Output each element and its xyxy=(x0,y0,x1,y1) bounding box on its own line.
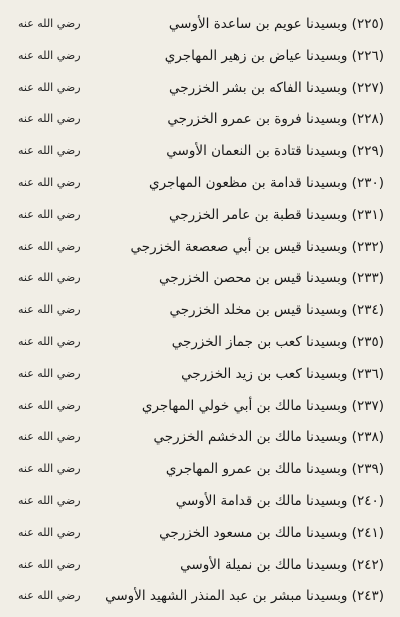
blessing-text: رضي الله عنه xyxy=(18,17,81,30)
list-item xyxy=(18,10,384,42)
blessing-text: رضي الله عنه xyxy=(18,366,81,380)
blessing-text: رضي الله عنه xyxy=(18,430,81,444)
list-item xyxy=(18,42,384,74)
list-item xyxy=(18,201,384,233)
list-item xyxy=(18,360,384,392)
entry-text: (٢٣٠) وبسيدنا قدامة بن مظعون المهاجري xyxy=(149,174,384,191)
blessing-text: رضي الله عنه xyxy=(18,334,81,348)
list-item xyxy=(18,582,384,614)
list-item xyxy=(18,264,384,296)
blessing-text: رضي الله عنه xyxy=(18,525,81,539)
entry-text: (٢٣١) وبسيدنا قطبة بن عامر الخزرجي xyxy=(169,206,384,223)
list-item xyxy=(18,74,384,106)
entry-text: (٢٣٩) وبسيدنا مالك بن عمرو المهاجري xyxy=(165,461,384,478)
list-item xyxy=(18,169,384,201)
list-item xyxy=(18,137,384,169)
list-item xyxy=(18,105,384,137)
entry-text: (٢٣٣) وبسيدنا قيس بن محصن الخزرجي xyxy=(159,270,384,287)
entry-text: (٢٢٧) وبسيدنا الفاكه بن بشر الخزرجي xyxy=(168,79,384,96)
entry-text: (٢٢٩) وبسيدنا قتادة بن النعمان الأوسي xyxy=(166,143,384,160)
entry-text: (٢٢٥) وبسيدنا عويم بن ساعدة الأوسي xyxy=(168,16,384,32)
list-item xyxy=(18,233,384,265)
entry-text: (٢٢٦) وبسيدنا عياض بن زهير المهاجري xyxy=(164,47,384,64)
blessing-text: رضي الله عنه xyxy=(18,589,81,603)
blessing-text: رضي الله عنه xyxy=(18,80,81,94)
blessing-text: رضي الله عنه xyxy=(18,112,81,126)
list-item xyxy=(18,392,384,424)
entry-text: (٢٤٠) وبسيدنا مالك بن قدامة الأوسي xyxy=(175,492,384,509)
list-item xyxy=(18,423,384,455)
entry-text: (٢٢٨) وبسيدنا فروة بن عمرو الخزرجي xyxy=(167,111,384,128)
entry-text: (٢٣٤) وبسيدنا قيس بن مخلد الخزرجي xyxy=(169,302,384,319)
entry-text: (٢٣٨) وبسيدنا مالك بن الدخشم الخزرجي xyxy=(153,429,384,446)
entry-text: (٢٤٢) وبسيدنا مالك بن نميلة الأوسي xyxy=(180,556,384,573)
blessing-text: رضي الله عنه xyxy=(18,144,81,158)
blessing-text: رضي الله عنه xyxy=(18,557,81,571)
blessing-text: رضي الله عنه xyxy=(18,303,81,317)
entry-text: (٢٣٦) وبسيدنا كعب بن زيد الخزرجي xyxy=(181,365,384,382)
list-item xyxy=(18,296,384,328)
entry-text: (٢٤٣) وبسيدنا مبشر بن عبد المنذر الشهيد الأوسي xyxy=(105,588,384,605)
blessing-text: رضي الله عنه xyxy=(18,48,81,62)
entry-text: (٢٤١) وبسيدنا مالك بن مسعود الخزرجي xyxy=(159,524,384,541)
names-list xyxy=(18,10,384,614)
blessing-text: رضي الله عنه xyxy=(18,462,81,476)
blessing-text: رضي الله عنه xyxy=(18,239,81,253)
entry-text: (٢٣٧) وبسيدنا مالك بن أبي خولي المهاجري xyxy=(141,397,384,414)
blessing-text: رضي الله عنه xyxy=(18,398,81,412)
list-item xyxy=(18,519,384,551)
entry-text: (٢٣٢) وبسيدنا قيس بن أبي صعصعة الخزرجي xyxy=(130,238,384,255)
list-item xyxy=(18,487,384,519)
list-item xyxy=(18,455,384,487)
blessing-text: رضي الله عنه xyxy=(18,175,81,189)
blessing-text: رضي الله عنه xyxy=(18,493,81,507)
list-item xyxy=(18,328,384,360)
entry-text: (٢٣٥) وبسيدنا كعب بن جماز الخزرجي xyxy=(171,333,384,350)
list-item xyxy=(18,551,384,583)
blessing-text: رضي الله عنه xyxy=(18,207,81,221)
blessing-text: رضي الله عنه xyxy=(18,271,81,285)
